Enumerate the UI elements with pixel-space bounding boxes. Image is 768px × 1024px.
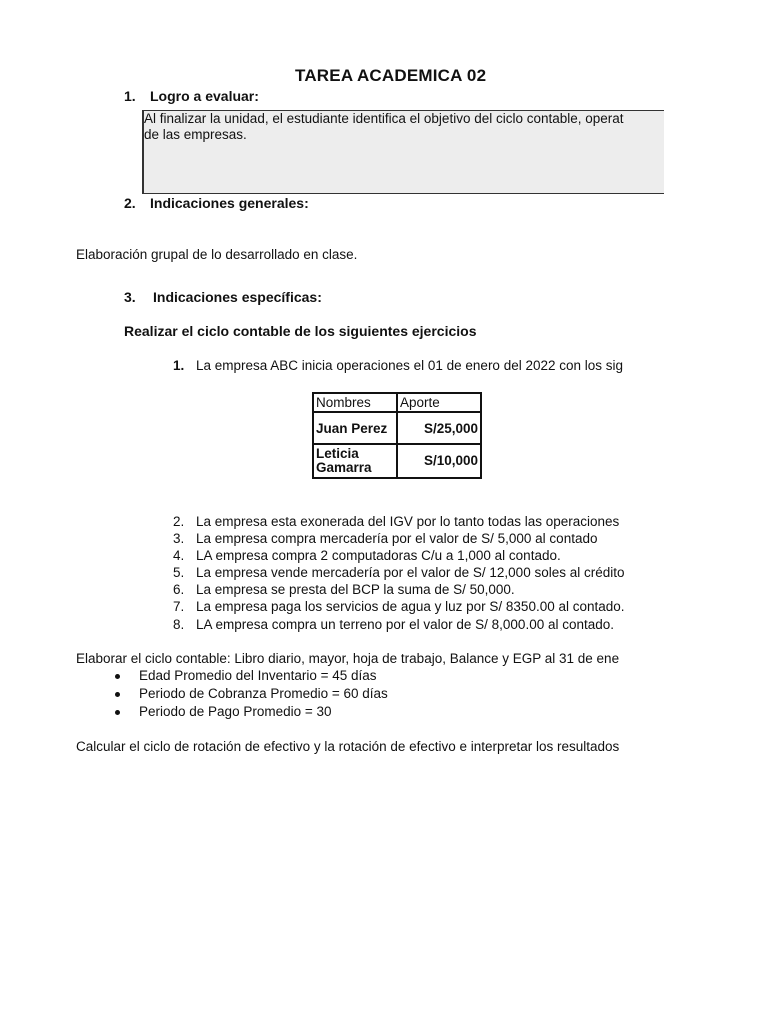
table-cell-name: [313, 444, 397, 478]
table-cell-amount: S/25,000: [397, 412, 481, 444]
table-header-aporte: Aporte: [397, 393, 481, 412]
table-row: [313, 412, 481, 444]
table-header-nombres: Nombres: [313, 393, 397, 412]
table-header-row: [313, 393, 481, 412]
section3-number: 3.: [124, 289, 136, 305]
step-number: 3.: [173, 531, 185, 546]
step-text: La empresa esta exonerada del IGV por lo tanto todas las operaciones: [196, 514, 620, 529]
table-row: [313, 444, 481, 478]
bullet-item: Edad Promedio del Inventario = 45 días: [139, 668, 377, 683]
logro-text-line1: Al finalizar la unidad, el estudiante identifica el objetivo del ciclo contable, operat: [144, 111, 624, 126]
section1-number: 1.: [124, 88, 136, 104]
step-number: 2.: [173, 514, 185, 529]
bullet-icon: [115, 692, 120, 697]
bullet-icon: [115, 674, 120, 679]
step-number: 7.: [173, 599, 185, 614]
step-number: 6.: [173, 582, 185, 597]
bullet-item: Periodo de Cobranza Promedio = 60 días: [139, 686, 388, 701]
step-number: 5.: [173, 565, 185, 580]
table-cell-name-line2: Gamarra: [316, 460, 372, 475]
bullet-icon: [115, 710, 120, 715]
step-text: LA empresa compra un terreno por el valor de S/ 8,000.00 al contado.: [196, 617, 615, 632]
section3-subheading: Realizar el ciclo contable de los siguientes ejercicios: [124, 323, 477, 339]
section2-text: Elaboración grupal de lo desarrollado en clase.: [76, 247, 358, 262]
elaborar-text: Elaborar el ciclo contable: Libro diario, mayor, hoja de trabajo, Balance y EGP al 31 de ene: [76, 651, 620, 666]
section1-heading: Logro a evaluar:: [150, 88, 259, 104]
section2-heading: Indicaciones generales:: [150, 195, 309, 211]
step-text: La empresa compra mercadería por el valor de S/ 5,000 al contado: [196, 531, 598, 546]
table-cell-name-line1: Leticia: [316, 446, 359, 461]
step-text: La empresa se presta del BCP la suma de S/ 50,000.: [196, 582, 515, 597]
logro-box: [142, 110, 664, 194]
aportes-table: [312, 392, 482, 479]
step-number: 4.: [173, 548, 185, 563]
table-cell-name: Juan Perez: [313, 412, 397, 444]
section3-heading: Indicaciones específicas:: [153, 289, 322, 305]
page-title: TAREA ACADEMICA 02: [295, 66, 487, 85]
exercise1-number: 1.: [173, 358, 185, 373]
exercise1-text: La empresa ABC inicia operaciones el 01 de enero del 2022 con los sig: [196, 358, 624, 373]
table-cell-amount: S/10,000: [397, 444, 481, 478]
calcular-text: Calcular el ciclo de rotación de efectivo y la rotación de efectivo e interpretar los resultados: [76, 739, 620, 754]
step-number: 8.: [173, 617, 185, 632]
step-text: LA empresa compra 2 computadoras C/u a 1,000 al contado.: [196, 548, 561, 563]
step-text: La empresa vende mercadería por el valor de S/ 12,000 soles al crédito: [196, 565, 625, 580]
logro-text-line2: de las empresas.: [144, 127, 247, 142]
step-text: La empresa paga los servicios de agua y luz por S/ 8350.00 al contado.: [196, 599, 625, 614]
bullet-item: Periodo de Pago Promedio = 30: [139, 704, 332, 719]
logro-text: [144, 111, 646, 193]
section2-number: 2.: [124, 195, 136, 211]
